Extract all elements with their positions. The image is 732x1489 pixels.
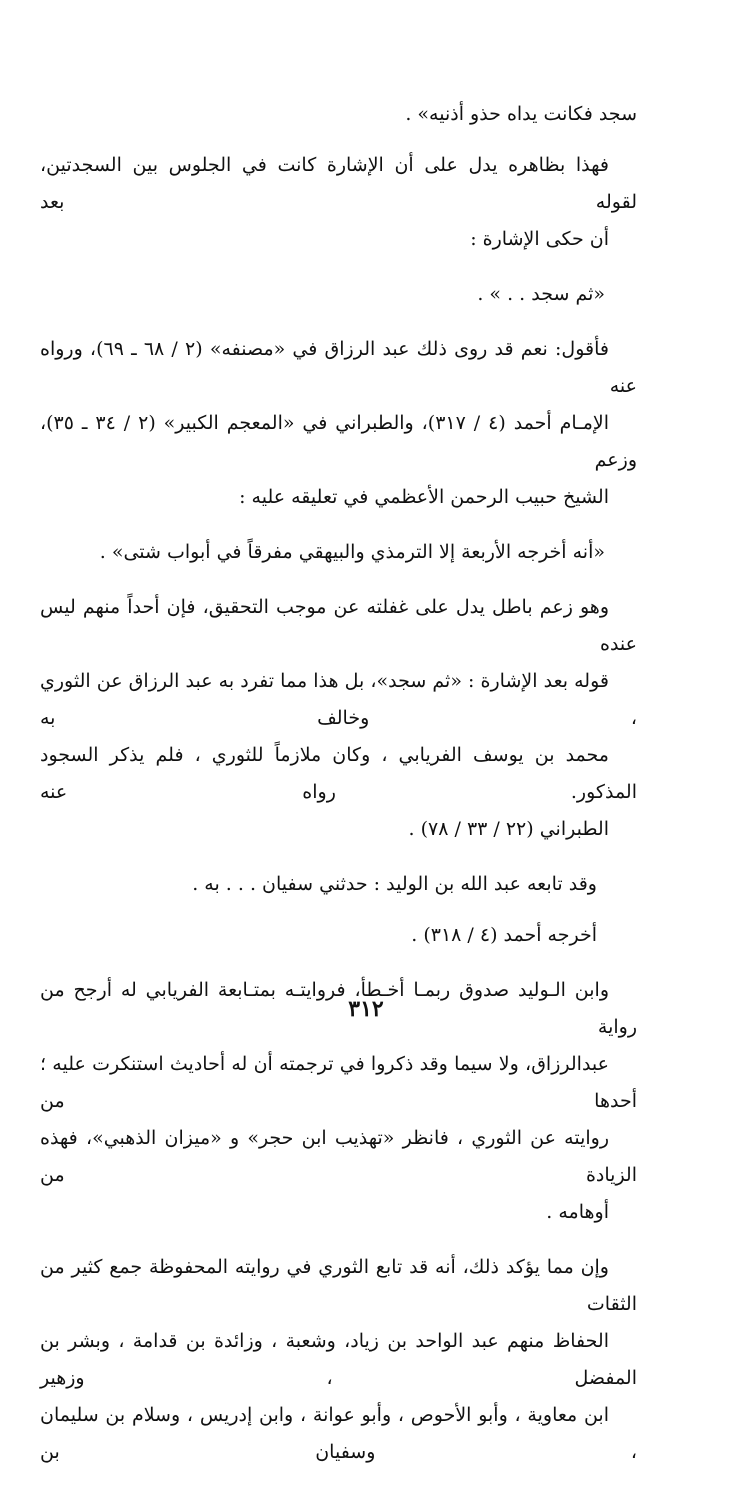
paragraph-indication [40, 147, 637, 258]
text-line: أن حكى الإشارة : [470, 228, 609, 250]
text-line: ابن معاوية ، وأبو الأحوص ، وأبو عوانة ، وابن إدريس ، وسلام بن سليمان ، وسفيان بن [40, 1404, 637, 1463]
page-body [40, 96, 637, 1489]
text-line: الطبراني (٢٢ / ٣٣ / ٧٨) . [408, 818, 609, 840]
paragraph-takhrij [40, 917, 637, 954]
page-number: ٣١٢ [348, 996, 384, 1022]
text-line: الإمـام أحمد (٤ / ٣١٧)، والطبراني في «المعجم الكبير» (٢ / ٣٤ ـ ٣٥)، وزعم [40, 412, 637, 471]
text-line: أوهامه . [546, 1201, 609, 1223]
text-line: عبدالرزاق، ولا سيما وقد ذكروا في ترجمته أن له أحاديث استنكرت عليه ؛ أحدها من [40, 1053, 637, 1112]
text-line: محمد بن يوسف الفريابي ، وكان ملازماً للثوري ، فلم يذكر السجود المذكور. رواه عنه [40, 744, 637, 803]
text-line: وهو زعم باطل يدل على غفلته عن موجب التحقيق، فإن أحداً منهم ليس عنده [40, 596, 637, 655]
text-line: سجد فكانت يداه حذو أذنيه» . [405, 103, 637, 125]
paragraph-i-say [40, 331, 637, 516]
text-line: وإن مما يؤكد ذلك، أنه قد تابع الثوري في روايته المحفوظة جمع كثير من الثقات [40, 1256, 637, 1315]
text-line: أخرجه أحمد (٤ / ٣١٨) . [411, 924, 597, 946]
text-line: «ثم سجد . . » . [477, 283, 605, 305]
paragraph-corroboration [40, 1249, 637, 1471]
text-line: الشيخ حبيب الرحمن الأعظمي في تعليقه عليه : [239, 486, 609, 508]
text-line: الحفاظ منهم عبد الواحد بن زياد، وشعبة ، وزائدة بن قدامة ، وبشر بن المفضل ، وزهير [40, 1330, 637, 1389]
quote-four-collections [40, 534, 637, 571]
paragraph-continuation [40, 96, 637, 133]
text-line: وقد تابعه عبد الله بن الوليد : حدثني سفيان . . . به . [192, 873, 597, 895]
text-line: قوله بعد الإشارة : «ثم سجد»، بل هذا مما تفرد به عبد الرزاق عن الثوري ، وخالف به [40, 670, 637, 729]
quote-then-prostrated [40, 276, 637, 313]
text-line: روايته عن الثوري ، فانظر «تهذيب ابن حجر» و «ميزان الذهبي»، فهذه الزيادة من [40, 1127, 637, 1186]
text-line: فأقول: نعم قد روى ذلك عبد الرزاق في «مصنفه» (٢ / ٦٨ ـ ٦٩)، ورواه عنه [40, 338, 637, 397]
text-line: وابن الـوليد صدوق ربمـا أخـطأ، فروايتـه بمتـابعة الفريابي له أرجح من رواية [40, 979, 637, 1038]
text-line: «أنه أخرجه الأربعة إلا الترمذي والبيهقي مفرقاً في أبواب شتى» . [99, 541, 605, 563]
paragraph-follow-up [40, 866, 637, 903]
paragraph-false-claim [40, 589, 637, 848]
text-line: فهذا بظاهره يدل على أن الإشارة كانت في الجلوس بين السجدتين، لقوله بعد [40, 154, 637, 213]
